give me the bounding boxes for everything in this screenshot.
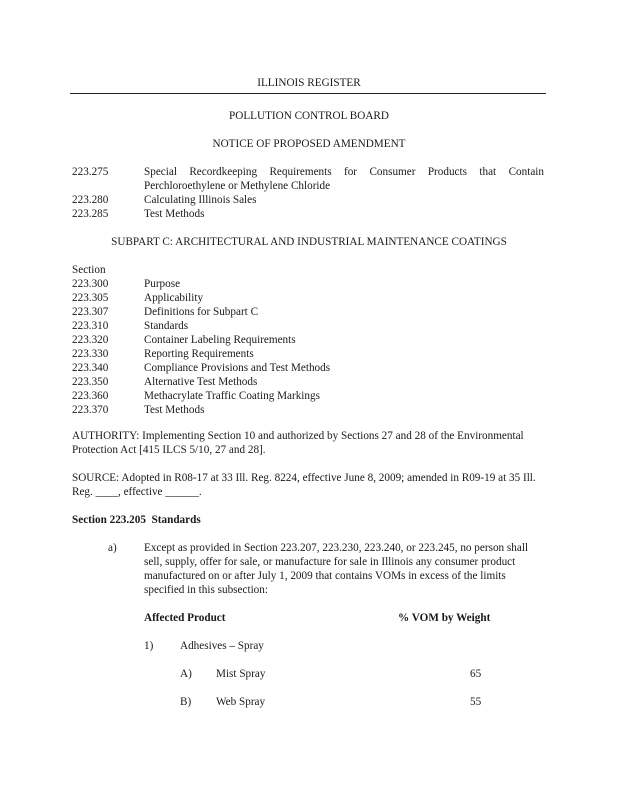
section-title: Container Labeling Requirements <box>144 334 296 346</box>
section-title: Test Methods <box>144 404 205 416</box>
board-title: POLLUTION CONTROL BOARD <box>229 110 389 122</box>
section-number: 223.370 <box>72 404 109 416</box>
register-title: ILLINOIS REGISTER <box>257 77 361 89</box>
section-title: Standards <box>144 320 189 332</box>
section-title: Definitions for Subpart C <box>144 306 259 318</box>
section-title: Calculating Illinois Sales <box>144 194 257 206</box>
section-number: 223.360 <box>72 390 109 402</box>
section-heading: Section 223.205 Standards <box>72 514 201 526</box>
section-title: Reporting Requirements <box>144 348 254 360</box>
row-label: A) <box>180 668 192 680</box>
section-title: Methacrylate Traffic Coating Markings <box>144 390 320 402</box>
item-label: 1) <box>144 640 154 652</box>
subpart-c-heading: SUBPART C: ARCHITECTURAL AND INDUSTRIAL MAINTENANCE COATINGS <box>111 236 507 248</box>
header-rule <box>70 93 546 94</box>
section-title: Compliance Provisions and Test Methods <box>144 362 331 374</box>
section-number: 223.305 <box>72 292 109 304</box>
section-number: 223.320 <box>72 334 109 346</box>
section-number: 223.330 <box>72 348 109 360</box>
para-a-text: Except as provided in Section 223.207, 223.230, 223.240, or 223.245, no person shall sell, supply, offer for sale, or manufacture for sale in Illinois any consumer product manufactured on or after July 1, 2009 that contains VOMs in excess of the limits specified in this subsection: <box>144 542 529 596</box>
section-title: Alternative Test Methods <box>144 376 258 388</box>
row-vom: 65 <box>470 668 482 680</box>
row-label: B) <box>180 696 192 708</box>
section-number: 223.307 <box>72 306 109 318</box>
section-label: Section <box>72 264 106 276</box>
source-note: SOURCE: Adopted in R08-17 at 33 Ill. Reg. 8224, effective June 8, 2009; amended in R09-19 at 35 Ill. Reg. ____, effective ______. <box>72 472 536 498</box>
section-number: 223.340 <box>72 362 109 374</box>
para-a-label: a) <box>108 542 117 554</box>
col-header-product: Affected Product <box>144 612 226 624</box>
section-number: 223.275 <box>72 166 109 178</box>
section-number: 223.285 <box>72 208 109 220</box>
section-number: 223.300 <box>72 278 109 290</box>
row-product: Web Spray <box>216 696 266 708</box>
section-title: Applicability <box>144 292 204 304</box>
section-title: Test Methods <box>144 208 205 220</box>
section-title: Special Recordkeeping Requirements for Consumer Products that Contain <box>144 166 544 178</box>
row-product: Mist Spray <box>216 668 266 680</box>
section-title-cont: Perchloroethylene or Methylene Chloride <box>144 180 331 192</box>
row-vom: 55 <box>470 696 482 708</box>
notice-title: NOTICE OF PROPOSED AMENDMENT <box>212 138 406 150</box>
col-header-vom: % VOM by Weight <box>398 612 491 624</box>
item-text: Adhesives – Spray <box>180 640 264 652</box>
section-number: 223.280 <box>72 194 109 206</box>
section-number: 223.350 <box>72 376 109 388</box>
section-number: 223.310 <box>72 320 109 332</box>
authority-note: AUTHORITY: Implementing Section 10 and authorized by Sections 27 and 28 of the Environmental Protection Act [415 ILCS 5/10, 27 and 28]. <box>72 430 524 456</box>
section-title: Purpose <box>144 278 181 290</box>
